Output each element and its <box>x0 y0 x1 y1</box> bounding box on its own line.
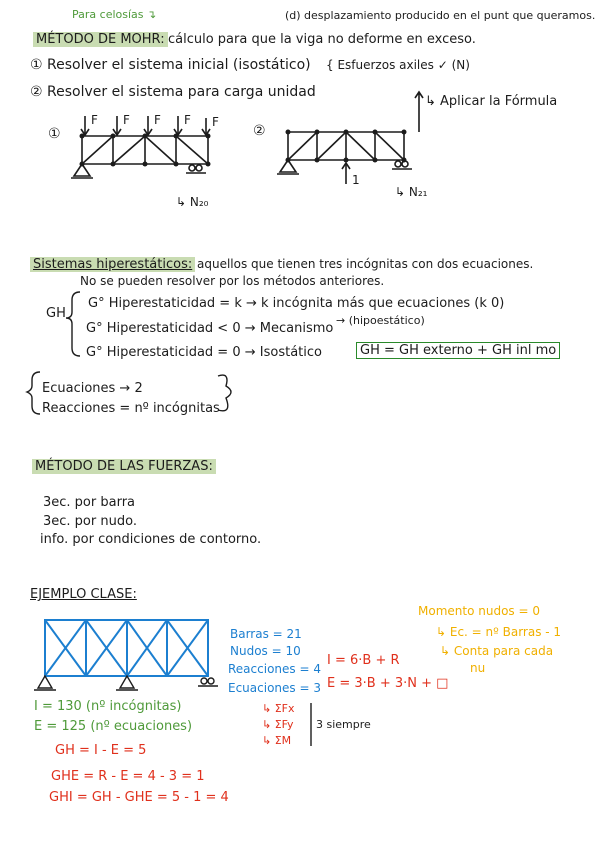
force-label-5: F <box>212 115 219 129</box>
example-ecuaciones: Ecuaciones = 3 <box>228 681 321 695</box>
hyper-line2-note: → (hipoestático) <box>336 314 425 327</box>
note-desplazamiento: (d) desplazamiento producido en el punt que queramos. <box>285 9 596 22</box>
n20-label: ↳ N₂₀ <box>176 195 209 209</box>
hyper-title: Sistemas hiperestáticos: <box>30 257 195 272</box>
example-I-eq: I = 6·B + R <box>327 653 400 668</box>
mohr-title: MÉTODO DE MOHR: <box>33 32 168 47</box>
example-GH: GH = I - E = 5 <box>55 743 147 758</box>
example-title: EJEMPLO CLASE: <box>30 587 137 602</box>
figure2-number: ② <box>253 123 266 139</box>
forces-line3: info. por condiciones de contorno. <box>40 532 262 547</box>
sum-m: ↳ ΣM <box>262 734 292 747</box>
force-label-3: F <box>154 113 161 127</box>
example-E-val: E = 125 (nº ecuaciones) <box>34 719 193 734</box>
hyper-line3: G° Hiperestaticidad = 0 → Isostático <box>86 345 322 360</box>
example-reacciones: Reacciones = 4 <box>228 662 321 676</box>
gh-label: GH <box>46 306 66 321</box>
forces-line1: 3ec. por barra <box>43 495 136 510</box>
ecuaciones-line: Ecuaciones → 2 <box>42 381 143 396</box>
n21-label: ↳ N₂₁ <box>395 185 428 199</box>
forces-line2: 3ec. por nudo. <box>43 514 137 529</box>
mohr-step2-right: ↳ Aplicar la Fórmula <box>425 94 558 109</box>
momento-line2: ↳ Ec. = nº Barras - 1 <box>436 625 562 639</box>
example-GHI: GHI = GH - GHE = 5 - 1 = 4 <box>49 790 229 805</box>
momento-line4: nu <box>470 661 486 675</box>
hyper-line2: G° Hiperestaticidad < 0 → Mecanismo <box>86 321 334 336</box>
example-GHE: GHE = R - E = 4 - 3 = 1 <box>51 769 205 784</box>
unit-load-label: 1 <box>352 173 360 187</box>
mohr-desc: cálculo para que la viga no deforme en exceso. <box>168 32 476 47</box>
forces-title: MÉTODO DE LAS FUERZAS: <box>32 459 216 474</box>
example-nudos: Nudos = 10 <box>230 644 301 658</box>
hyper-desc2: No se pueden resolver por los métodos anteriores. <box>80 274 385 288</box>
hyper-desc1: aquellos que tienen tres incógnitas con dos ecuaciones. <box>197 257 534 271</box>
mohr-step2: ② Resolver el sistema para carga unidad <box>30 84 316 100</box>
siempre-note: 3 siempre <box>316 718 371 731</box>
force-label-1: F <box>91 113 98 127</box>
note-celosias: Para celosías ↴ <box>72 8 157 21</box>
sum-fy: ↳ ΣFy <box>262 718 294 731</box>
sum-fx: ↳ ΣFx <box>262 702 295 715</box>
momento-line3: ↳ Conta para cada <box>440 644 554 658</box>
hyper-line1: G° Hiperestaticidad = k → k incógnita más que ecuaciones (k 0) <box>88 296 505 311</box>
mohr-step1-right: { Esfuerzos axiles ✓ (N) <box>326 58 470 72</box>
example-I-val: I = 130 (nº incógnitas) <box>34 699 182 714</box>
example-barras: Barras = 21 <box>230 627 302 641</box>
momento-line1: Momento nudos = 0 <box>418 604 540 618</box>
gh-formula: GH = GH externo + GH inl mo <box>356 342 560 359</box>
reacciones-line: Reacciones = nº incógnitas <box>42 401 220 416</box>
force-label-2: F <box>123 113 130 127</box>
figure1-number: ① <box>48 126 61 142</box>
mohr-step1: ① Resolver el sistema inicial (isostático) <box>30 57 311 73</box>
force-label-4: F <box>184 113 191 127</box>
example-E-eq: E = 3·B + 3·N + □ <box>327 676 449 691</box>
